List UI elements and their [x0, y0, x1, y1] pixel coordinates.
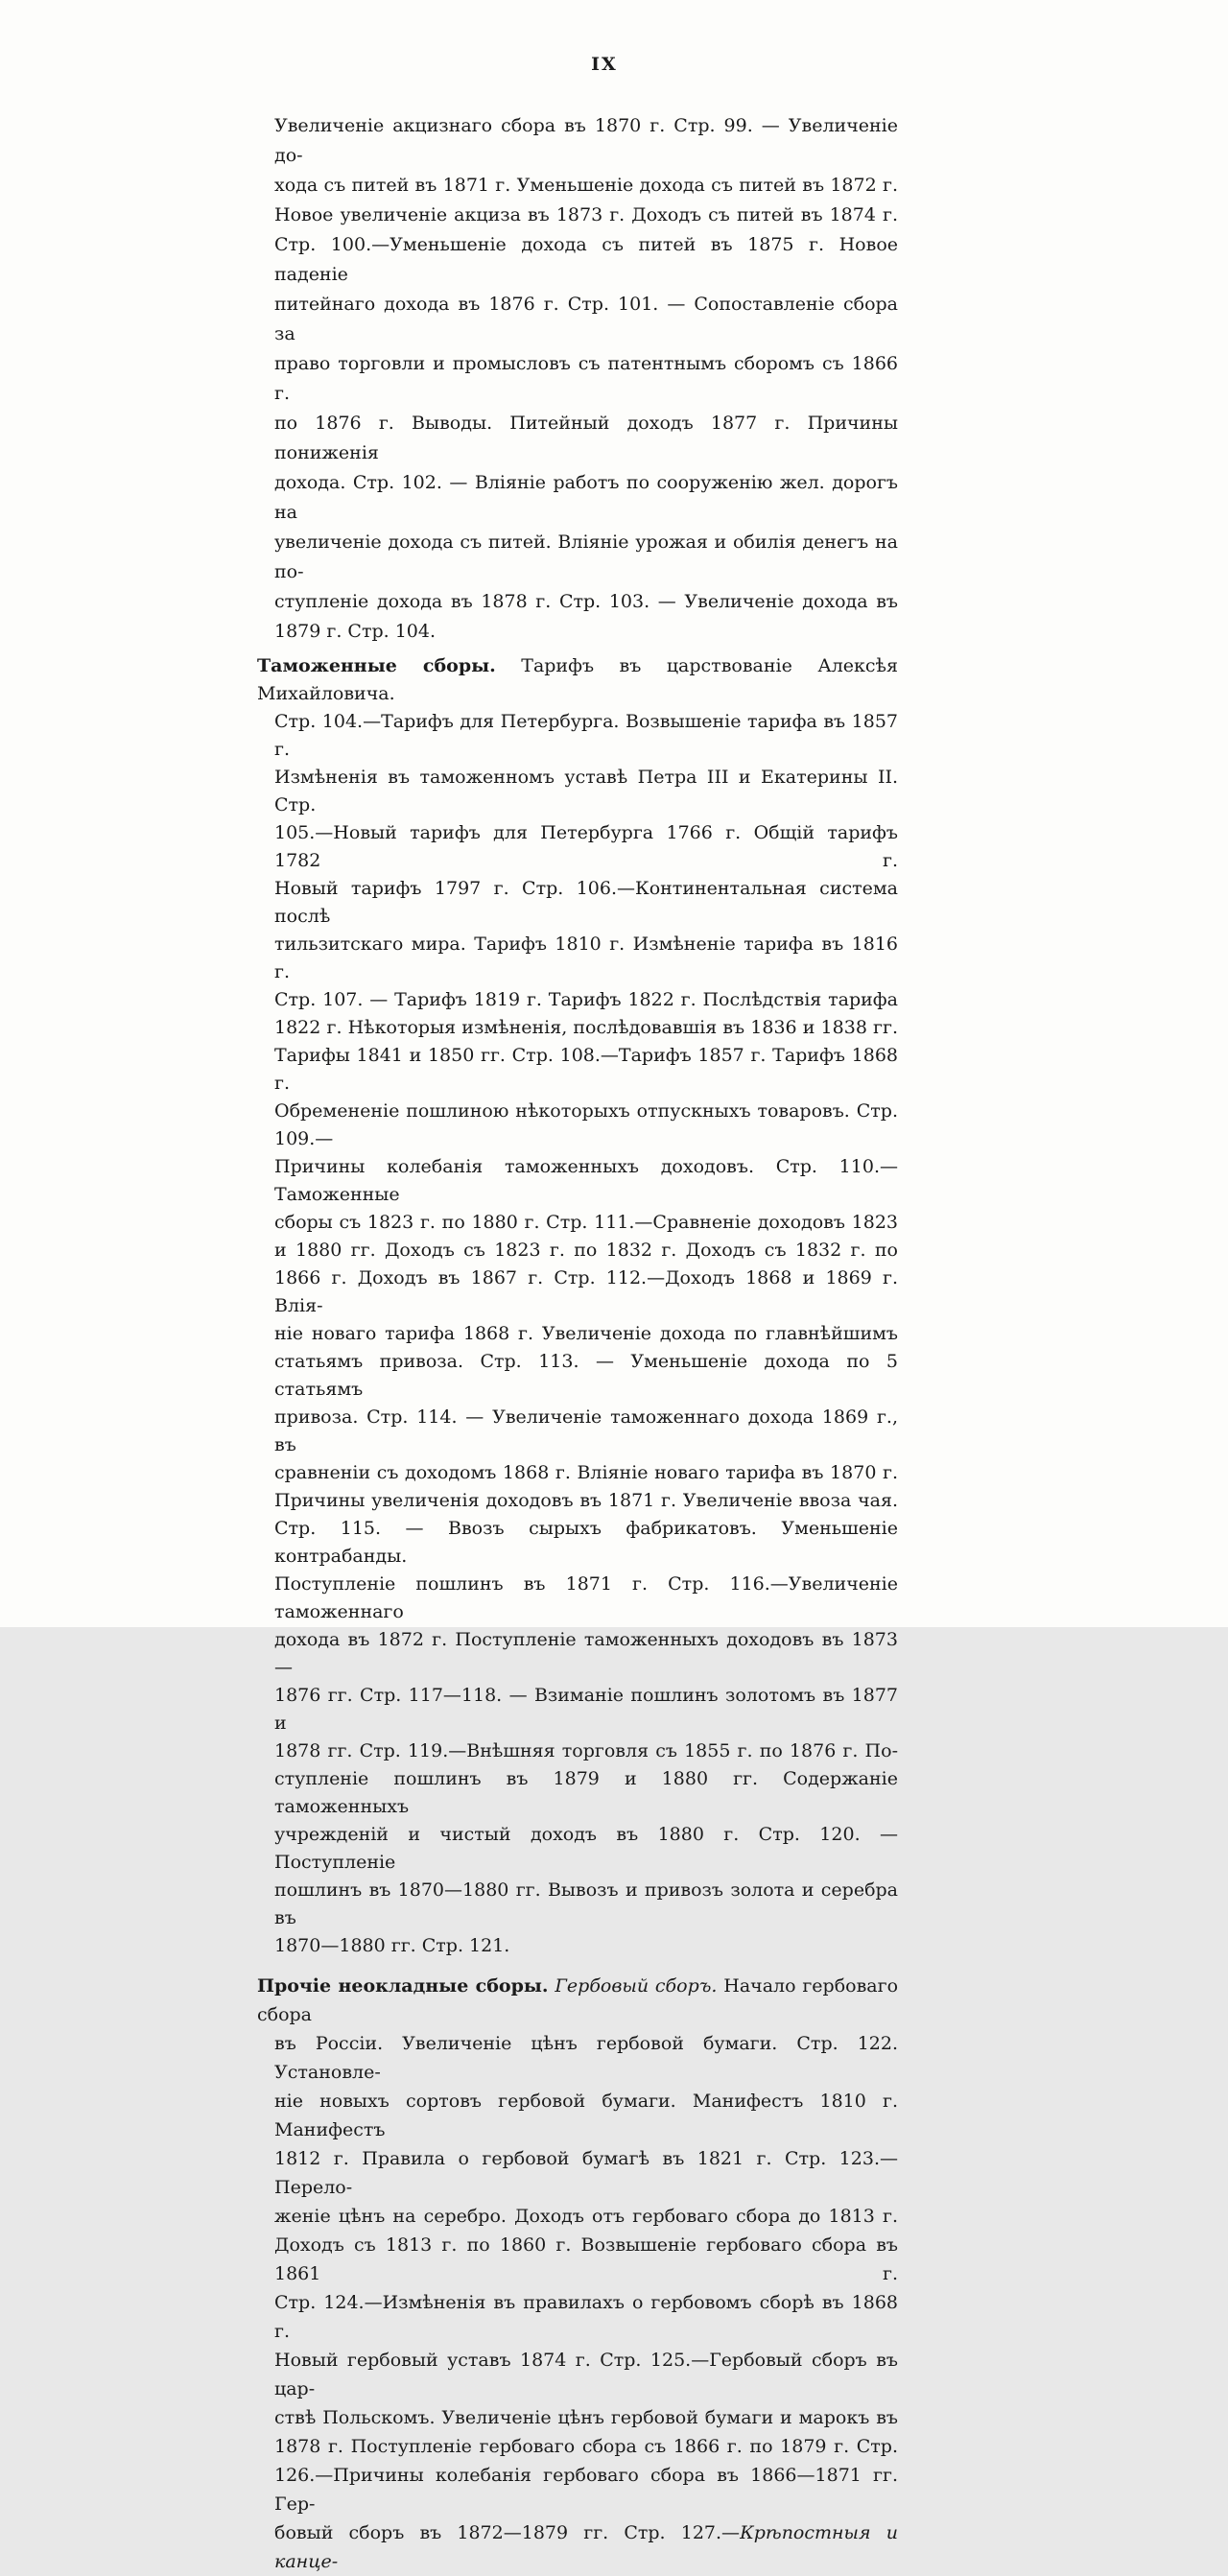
text-segment: тильзитскаго мира. Тарифъ 1810 г. Измѣненіе тарифа въ 1816 г.: [274, 934, 898, 982]
text-line: [274, 230, 898, 290]
text-segment: сравненіи съ доходомъ 1868 г. Вліяніе новаго тарифа въ 1870 г.: [274, 1462, 898, 1483]
entry-title: Прочіе неокладные сборы.: [257, 1975, 549, 1997]
text-segment: Стр. 107. — Тарифъ 1819 г. Тарифъ 1822 г. Послѣдствія тарифа: [274, 989, 898, 1010]
text-segment: дохода. Стр. 102. — Вліяніе работъ по сооруженію жел. дорогъ на: [274, 472, 898, 523]
text-line: [274, 2288, 898, 2346]
text-line: [274, 468, 898, 528]
text-segment: дохода въ 1872 г. Поступленіе таможенныхъ доходовъ въ 1873—: [274, 1629, 898, 1678]
text-line: [274, 349, 898, 409]
subentry-title: Крѣпостныя и канце-: [274, 2522, 898, 2572]
text-line: [274, 1682, 898, 1737]
text-line: [274, 931, 898, 986]
text-segment: Стр. 115. — Ввозъ сырыхъ фабрикатовъ. Уменьшеніе контрабанды.: [274, 1518, 898, 1567]
entry-heading-line: [257, 1972, 898, 2029]
text-column: [257, 111, 898, 2576]
text-segment: увеличеніе дохода съ питей. Вліяніе урожая и обилія денегъ на по-: [274, 532, 898, 582]
text-segment: бовый сборъ въ 1872—1879 гг. Стр. 127.—: [274, 2522, 741, 2543]
text-line: [274, 587, 898, 617]
text-segment: Поступленіе пошлинъ въ 1871 г. Стр. 116.—Увеличеніе таможеннаго: [274, 1573, 898, 1622]
text-segment: ступленіе дохода въ 1878 г. Стр. 103. — Увеличеніе дохода въ: [274, 591, 898, 612]
text-line: [274, 1877, 898, 1932]
text-segment: Начало гербоваго сбора: [257, 1975, 899, 2025]
text-segment: 126.—Причины колебанія гербоваго сбора въ 1866—1871 гг. Гер-: [274, 2465, 898, 2515]
text-line: [274, 708, 898, 764]
text-segment: Стр. 104.—Тарифъ для Петербурга. Возвышеніе тарифа въ 1857 г.: [274, 711, 898, 760]
text-line: [274, 1515, 898, 1571]
text-segment: привоза. Стр. 114. — Увеличеніе таможеннаго дохода 1869 г., въ: [274, 1406, 898, 1455]
text-segment: Доходъ съ 1813 г. по 1860 г. Возвышеніе гербоваго сбора въ 1861 г.: [274, 2234, 898, 2284]
text-segment: Новое увеличеніе акциза въ 1873 г. Доходъ съ питей въ 1874 г.: [274, 204, 898, 225]
text-segment: въ Россіи. Увеличеніе цѣнъ гербовой бумаги. Стр. 122. Установле-: [274, 2033, 898, 2083]
text-segment: 1822 г. Нѣкоторыя измѣненія, послѣдовавшія въ 1836 и 1838 гг.: [274, 1017, 898, 1038]
text-segment: 1876 гг. Стр. 117—118. — Взиманіе пошлинъ золотомъ въ 1877 и: [274, 1685, 898, 1734]
text-segment: сборы съ 1823 г. по 1880 г. Стр. 111.—Сравненіе доходовъ 1823: [274, 1212, 898, 1233]
text-segment: Стр. 100.—Уменьшеніе дохода съ питей въ 1875 г. Новое паденіе: [274, 234, 898, 285]
text-line: [274, 111, 898, 171]
text-segment: Стр. 124.—Измѣненія въ правилахъ о гербовомъ сборѣ въ 1868 г.: [274, 2292, 898, 2342]
text-line: [274, 2202, 898, 2231]
text-segment: ніе новыхъ сортовъ гербовой бумаги. Манифестъ 1810 г. Манифестъ: [274, 2091, 898, 2140]
text-segment: статьямъ привоза. Стр. 113. — Уменьшеніе дохода по 5 статьямъ: [274, 1351, 898, 1400]
text-line: [274, 1932, 898, 1960]
text-line: [274, 171, 898, 201]
text-line: [274, 1737, 898, 1765]
text-segment: 105.—Новый тарифъ для Петербурга 1766 г. Общій тарифъ 1782 г.: [274, 822, 898, 871]
text-line: [274, 1348, 898, 1404]
text-segment: ступленіе пошлинъ въ 1879 и 1880 гг. Содержаніе таможенныхъ: [274, 1768, 898, 1817]
text-segment: ніе новаго тарифа 1868 г. Увеличеніе дохода по главнѣйшимъ: [274, 1323, 898, 1344]
text-line: [274, 409, 898, 468]
text-line: [274, 1209, 898, 1237]
page-header: [257, 54, 898, 75]
text-segment: 1878 гг. Стр. 119.—Внѣшняя торговля съ 1855 г. по 1876 г. По-: [274, 1740, 898, 1761]
entry-heading-line: [257, 652, 898, 708]
toc-entry-paragraph: [257, 1972, 898, 2576]
text-segment: ствѣ Польскомъ. Увеличеніе цѣнъ гербовой бумаги и марокъ въ: [274, 2407, 898, 2428]
text-line: [274, 875, 898, 931]
text-line: [274, 819, 898, 875]
text-segment: Причины колебанія таможенныхъ доходовъ. Стр. 110.—Таможенные: [274, 1156, 898, 1205]
text-segment: Увеличеніе акцизнаго сбора въ 1870 г. Стр. 99. — Увеличеніе до-: [274, 115, 898, 166]
text-line: [274, 986, 898, 1014]
text-segment: учрежденій и чистый доходъ въ 1880 г. Стр. 120. — Поступленіе: [274, 1824, 898, 1873]
toc-entry-paragraph: [257, 652, 898, 1960]
text-segment: по 1876 г. Выводы. Питейный доходъ 1877 г. Причины пониженія: [274, 413, 898, 463]
text-segment: 1879 г. Стр. 104.: [274, 621, 437, 642]
text-segment: женіе цѣнъ на серебро. Доходъ отъ гербоваго сбора до 1813 г.: [274, 2206, 898, 2227]
text-segment: Тарифы 1841 и 1850 гг. Стр. 108.—Тарифъ 1857 г. Тарифъ 1868 г.: [274, 1045, 898, 1094]
text-line: [274, 1765, 898, 1821]
text-line: [274, 1237, 898, 1264]
entry-title: Таможенные сборы.: [257, 655, 496, 676]
text-line: [274, 1404, 898, 1459]
text-line: [274, 2432, 898, 2461]
text-segment: 1878 г. Поступленіе гербоваго сбора съ 1866 г. по 1879 г. Стр.: [274, 2436, 898, 2457]
text-line: [274, 1153, 898, 1209]
text-line: [274, 1098, 898, 1153]
text-segment: Измѣненія въ таможенномъ уставѣ Петра III и Екатерины II. Стр.: [274, 767, 898, 815]
text-segment: Новый гербовый уставъ 1874 г. Стр. 125.—Гербовый сборъ въ цар-: [274, 2350, 898, 2399]
text-line: [274, 1487, 898, 1515]
text-segment: право торговли и промысловъ съ патентнымъ сборомъ съ 1866 г.: [274, 353, 898, 404]
text-line: [274, 1821, 898, 1877]
text-segment: хода съ питей въ 1871 г. Уменьшеніе дохода съ питей въ 1872 г.: [274, 175, 898, 196]
text-line: [274, 1626, 898, 1682]
text-line: [274, 2231, 898, 2288]
text-line: [274, 2087, 898, 2144]
page-number: IX: [591, 54, 618, 75]
text-segment: питейнаго дохода въ 1876 г. Стр. 101. — Сопоставленіе сбора за: [274, 294, 898, 344]
text-line: [274, 290, 898, 349]
text-line: [274, 1320, 898, 1348]
text-line: [274, 764, 898, 819]
text-line: [274, 617, 898, 647]
text-line: [274, 528, 898, 587]
text-line: [274, 1014, 898, 1042]
text-line: [274, 2144, 898, 2202]
text-line: [274, 1571, 898, 1626]
text-line: [274, 201, 898, 230]
text-line: [274, 1042, 898, 1098]
text-segment: Тарифъ въ царствованіе Алексѣя Михайловича.: [257, 655, 898, 704]
text-line: [274, 2461, 898, 2518]
text-segment: 1812 г. Правила о гербовой бумагѣ въ 1821 г. Стр. 123.—Перело-: [274, 2148, 898, 2198]
text-line: [274, 1459, 898, 1487]
text-line: [274, 2403, 898, 2432]
text-line: [274, 2029, 898, 2087]
text-line: [274, 2346, 898, 2403]
text-segment: Обремененіе пошлиною нѣкоторыхъ отпускныхъ товаровъ. Стр. 109.—: [274, 1100, 898, 1149]
text-segment: Причины увеличенія доходовъ въ 1871 г. Увеличеніе ввоза чая.: [274, 1490, 898, 1511]
toc-continuation-paragraph: [257, 111, 898, 647]
text-segment: 1870—1880 гг. Стр. 121.: [274, 1935, 510, 1956]
text-segment: пошлинъ въ 1870—1880 гг. Вывозъ и привозъ золота и серебра въ: [274, 1879, 898, 1928]
text-line: [274, 2518, 898, 2576]
subentry-title: Гербовый сборъ.: [555, 1975, 718, 1997]
text-segment: 1866 г. Доходъ въ 1867 г. Стр. 112.—Доходъ 1868 и 1869 г. Влія-: [274, 1267, 898, 1316]
text-segment: и 1880 гг. Доходъ съ 1823 г. по 1832 г. Доходъ съ 1832 г. по: [274, 1240, 898, 1261]
text-line: [274, 1264, 898, 1320]
text-segment: Новый тарифъ 1797 г. Стр. 106.—Континентальная система послѣ: [274, 878, 898, 927]
